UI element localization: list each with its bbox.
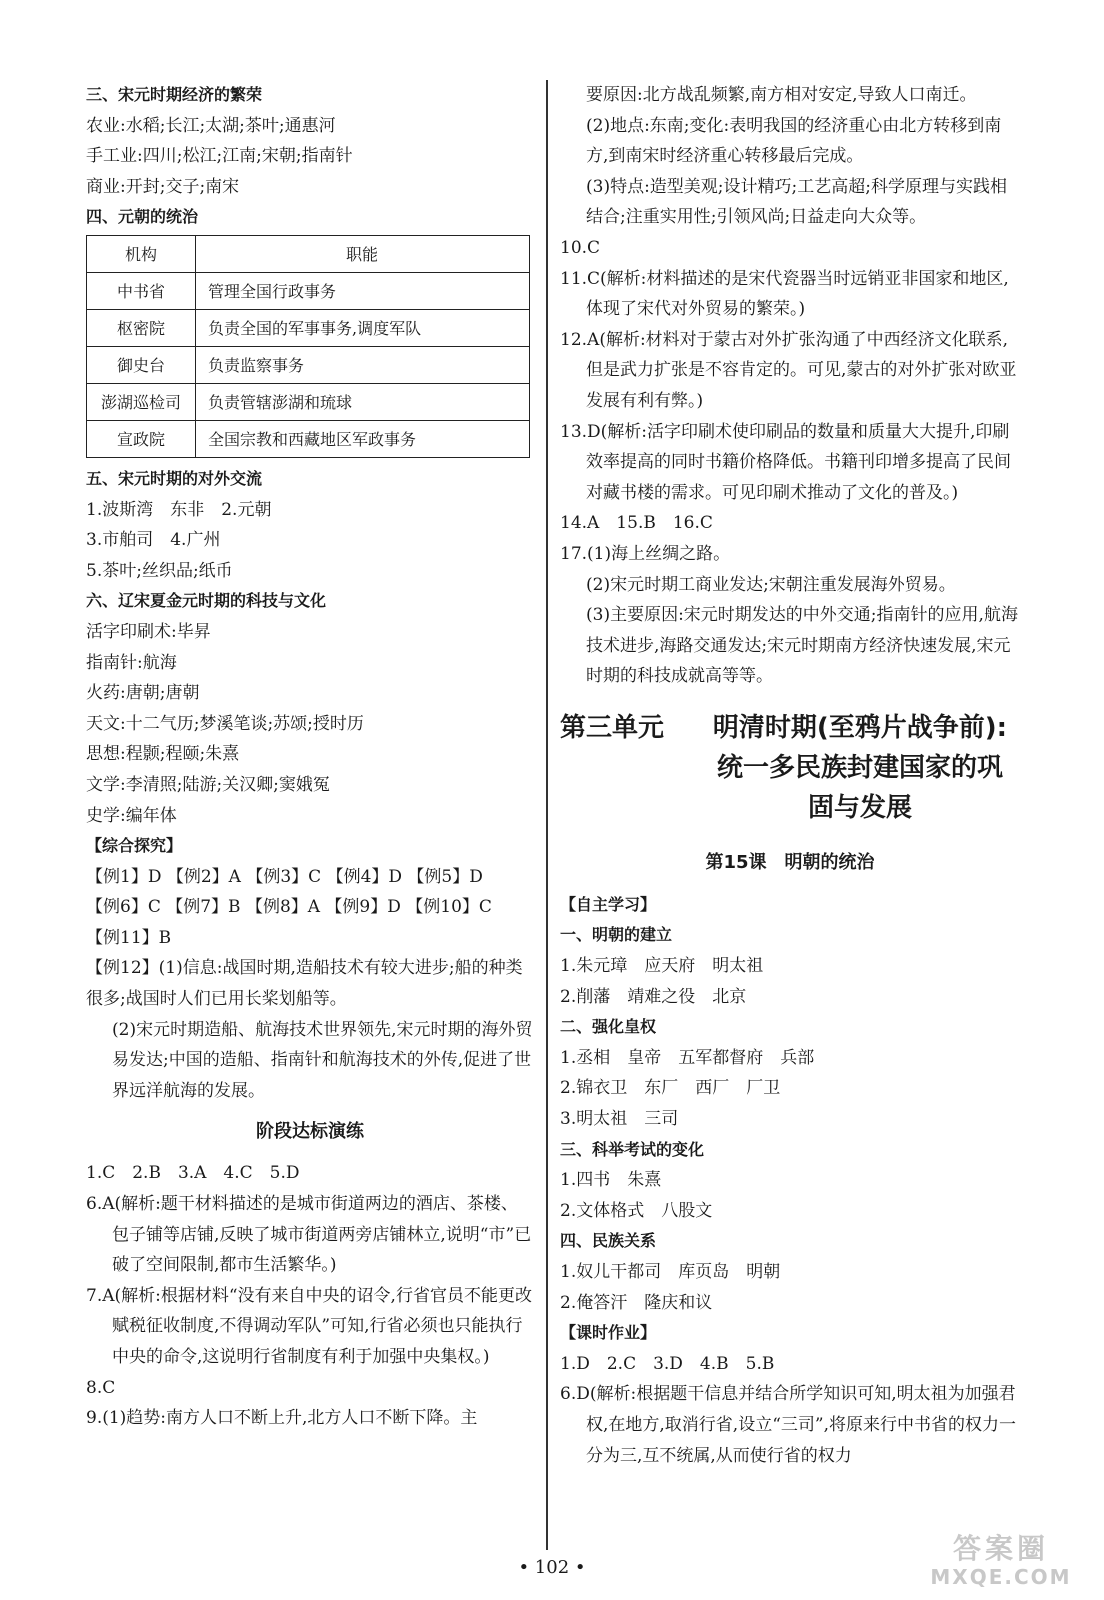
text-line: 1.波斯湾 东非 2.元朝 (86, 499, 272, 520)
unit-label: 第三单元 (560, 712, 665, 743)
answer-paragraph: 【例12】(1)信息:战国时期,造船技术有较大进步;船的种类很多;战国时人们已用长桨划船等。 (86, 958, 523, 1010)
answer-paragraph: 6.D(解析:根据题干信息并结合所学知识可知,明太祖为加强君权,在地方,取消行省,设立“三司”,将原来行中书省的权力一分为三,互不统属,从而使行省的权力 (560, 1384, 1016, 1466)
table-cell: 全国宗教和西藏地区军政事务 (196, 420, 530, 457)
answer-line: 14.A 15.B 16.C (560, 513, 713, 534)
answer-paragraph: 12.A(解析:材料对于蒙古对外扩张沟通了中西经济文化联系,但是武力扩张是不容肯定的。可见,蒙古的对外扩张对欧亚发展有利有弊。) (560, 329, 1017, 411)
answer-line: (2)宋元时期工商业发达;宋朝注重发展海外贸易。 (586, 574, 956, 595)
text-line: 5.茶叶;丝织品;纸币 (86, 560, 233, 581)
table-cell: 御史台 (87, 346, 196, 383)
text-line: 2.削藩 靖难之役 北京 (560, 986, 747, 1007)
answer-line: 【例11】B (86, 927, 172, 948)
table-header-cell: 职能 (196, 235, 530, 272)
answer-line: 1.C 2.B 3.A 4.C 5.D (86, 1163, 300, 1184)
text-line: 思想:程颢;程颐;朱熹 (86, 744, 240, 765)
table-row (87, 272, 530, 309)
answer-paragraph: (2)地点:东南;变化:表明我国的经济重心由北方转移到南方,到南宋时经济重心转移最后完成。 (586, 115, 1002, 167)
text-line: 商业:开封;交子;南宋 (86, 176, 240, 197)
section-heading: 四、元朝的统治 (86, 207, 199, 227)
table-row (87, 346, 530, 383)
answer-paragraph: (3)特点:造型美观;设计精巧;工艺高超;科学原理与实践相结合;注重实用性;引领风尚;日益走向大众等。 (586, 176, 1007, 228)
text-line: 2.文体格式 八股文 (560, 1200, 713, 1221)
unit-heading (560, 708, 1020, 830)
text-line: 指南针:航海 (86, 652, 177, 673)
table-cell: 负责全国的军事事务,调度军队 (196, 309, 530, 346)
table-cell: 负责监察事务 (196, 346, 530, 383)
answer-paragraph: (2)宋元时期造船、航海技术世界领先,宋元时期的海外贸易发达;中国的造船、指南针和航海技术的外传,促进了世界远洋航海的发展。 (112, 1019, 533, 1101)
section-heading: 【综合探究】 (86, 836, 183, 856)
table-cell: 负责管辖澎湖和琉球 (196, 383, 530, 420)
section-heading: 三、宋元时期经济的繁荣 (86, 85, 263, 104)
yuan-institutions-table (86, 235, 530, 458)
watermark-logo (916, 1532, 1086, 1592)
watermark-url: MXQE.COM (930, 1565, 1072, 1589)
table-cell: 管理全国行政事务 (196, 272, 530, 309)
right-column (560, 80, 1020, 1471)
answer-paragraph: 6.A(解析:题干材料描述的是城市街道两边的酒店、茶楼、包子铺等店铺,反映了城市街道两旁店铺林立,说明“市”已破了空间限制,都市生活繁华。) (86, 1194, 532, 1276)
table-header-row (87, 235, 530, 272)
answer-line: 1.D 2.C 3.D 4.B 5.B (560, 1353, 775, 1374)
table-header-cell: 机构 (87, 235, 196, 272)
watermark-text: 答案圈 (952, 1532, 1049, 1565)
answer-paragraph: 11.C(解析:材料描述的是宋代瓷器当时远销亚非国家和地区,体现了宋代对外贸易的繁荣。) (560, 268, 1009, 320)
text-line: 活字印刷术:毕昇 (86, 621, 211, 642)
answer-paragraph: 13.D(解析:活字印刷术使印刷品的数量和质量大大提升,印刷效率提高的同时书籍价格降低。书籍刊印增多提高了民间对藏书楼的需求。可见印刷术推动了文化的普及。) (560, 421, 1011, 503)
text-line: 文学:李清照;陆游;关汉卿;窦娥冤 (86, 774, 330, 795)
answer-line: 【例6】C 【例7】B 【例8】A 【例9】D 【例10】C (86, 897, 492, 918)
answer-line: 10.C (560, 237, 601, 258)
table-row (87, 383, 530, 420)
text-line: 农业:水稻;长江;太湖;茶叶;通惠河 (86, 115, 336, 136)
text-line: 1.丞相 皇帝 五军都督府 兵部 (560, 1047, 815, 1068)
left-column (86, 80, 534, 1434)
section-heading: 三、科举考试的变化 (560, 1139, 705, 1159)
section-heading: 六、辽宋夏金元时期的科技与文化 (86, 591, 327, 611)
answer-line: 17.(1)海上丝绸之路。 (560, 543, 731, 564)
section-heading: 二、强化皇权 (560, 1017, 657, 1037)
section-heading: 【课时作业】 (560, 1323, 657, 1343)
answer-paragraph: (3)主要原因:宋元时期发达的中外交通;指南针的应用,航海技术进步,海路交通发达;宋元时期南方经济快速发展,宋元时期的科技成就高等等。 (586, 605, 1018, 687)
answer-line: 9.(1)趋势:南方人口不断上升,北方人口不断下降。主 (86, 1408, 478, 1429)
section-heading: 一、明朝的建立 (560, 925, 673, 945)
text-line: 2.锦衣卫 东厂 西厂 厂卫 (560, 1078, 781, 1099)
table-cell: 枢密院 (87, 309, 196, 346)
column-divider (546, 80, 548, 1550)
table-cell: 宣政院 (87, 420, 196, 457)
answer-paragraph: 7.A(解析:根据材料“没有来自中央的诏令,行省官员不能更改赋税征收制度,不得调动军队”可知,行省必须也只能执行中央的命令,这说明行省制度有利于加强中央集权。) (86, 1285, 532, 1367)
table-cell: 澎湖巡检司 (87, 383, 196, 420)
page-number: • 102 • (518, 1557, 586, 1578)
text-line: 手工业:四川;松江;江南;宋朝;指南针 (86, 146, 353, 167)
text-line: 天文:十二气历;梦溪笔谈;苏颂;授时历 (86, 713, 364, 734)
text-line: 1.四书 朱熹 (560, 1170, 662, 1191)
stage-practice-title: 阶段达标演练 (256, 1121, 364, 1143)
text-line: 史学:编年体 (86, 805, 177, 826)
unit-title: 明清时期(至鸦片战争前):统一多民族封建国家的巩固与发展 (712, 712, 1008, 823)
table-row (87, 420, 530, 457)
text-line: 火药:唐朝;唐朝 (86, 683, 200, 704)
text-line: 2.俺答汗 隆庆和议 (560, 1292, 713, 1313)
table-row (87, 309, 530, 346)
answer-line: 【例1】D 【例2】A 【例3】C 【例4】D 【例5】D (86, 866, 483, 887)
section-heading: 【自主学习】 (560, 894, 657, 914)
text-line: 1.朱元璋 应天府 明太祖 (560, 956, 764, 977)
lesson-title: 第15课 明朝的统治 (705, 851, 875, 873)
text-line: 1.奴儿干都司 库页岛 明朝 (560, 1262, 781, 1282)
section-heading: 四、民族关系 (560, 1231, 657, 1251)
answer-line: 要原因:北方战乱频繁,南方相对安定,导致人口南迁。 (586, 85, 977, 105)
section-heading: 五、宋元时期的对外交流 (86, 468, 263, 488)
answer-line: 8.C (86, 1377, 116, 1398)
table-cell: 中书省 (87, 272, 196, 309)
text-line: 3.明太祖 三司 (560, 1109, 679, 1130)
text-line: 3.市舶司 4.广州 (86, 530, 221, 551)
